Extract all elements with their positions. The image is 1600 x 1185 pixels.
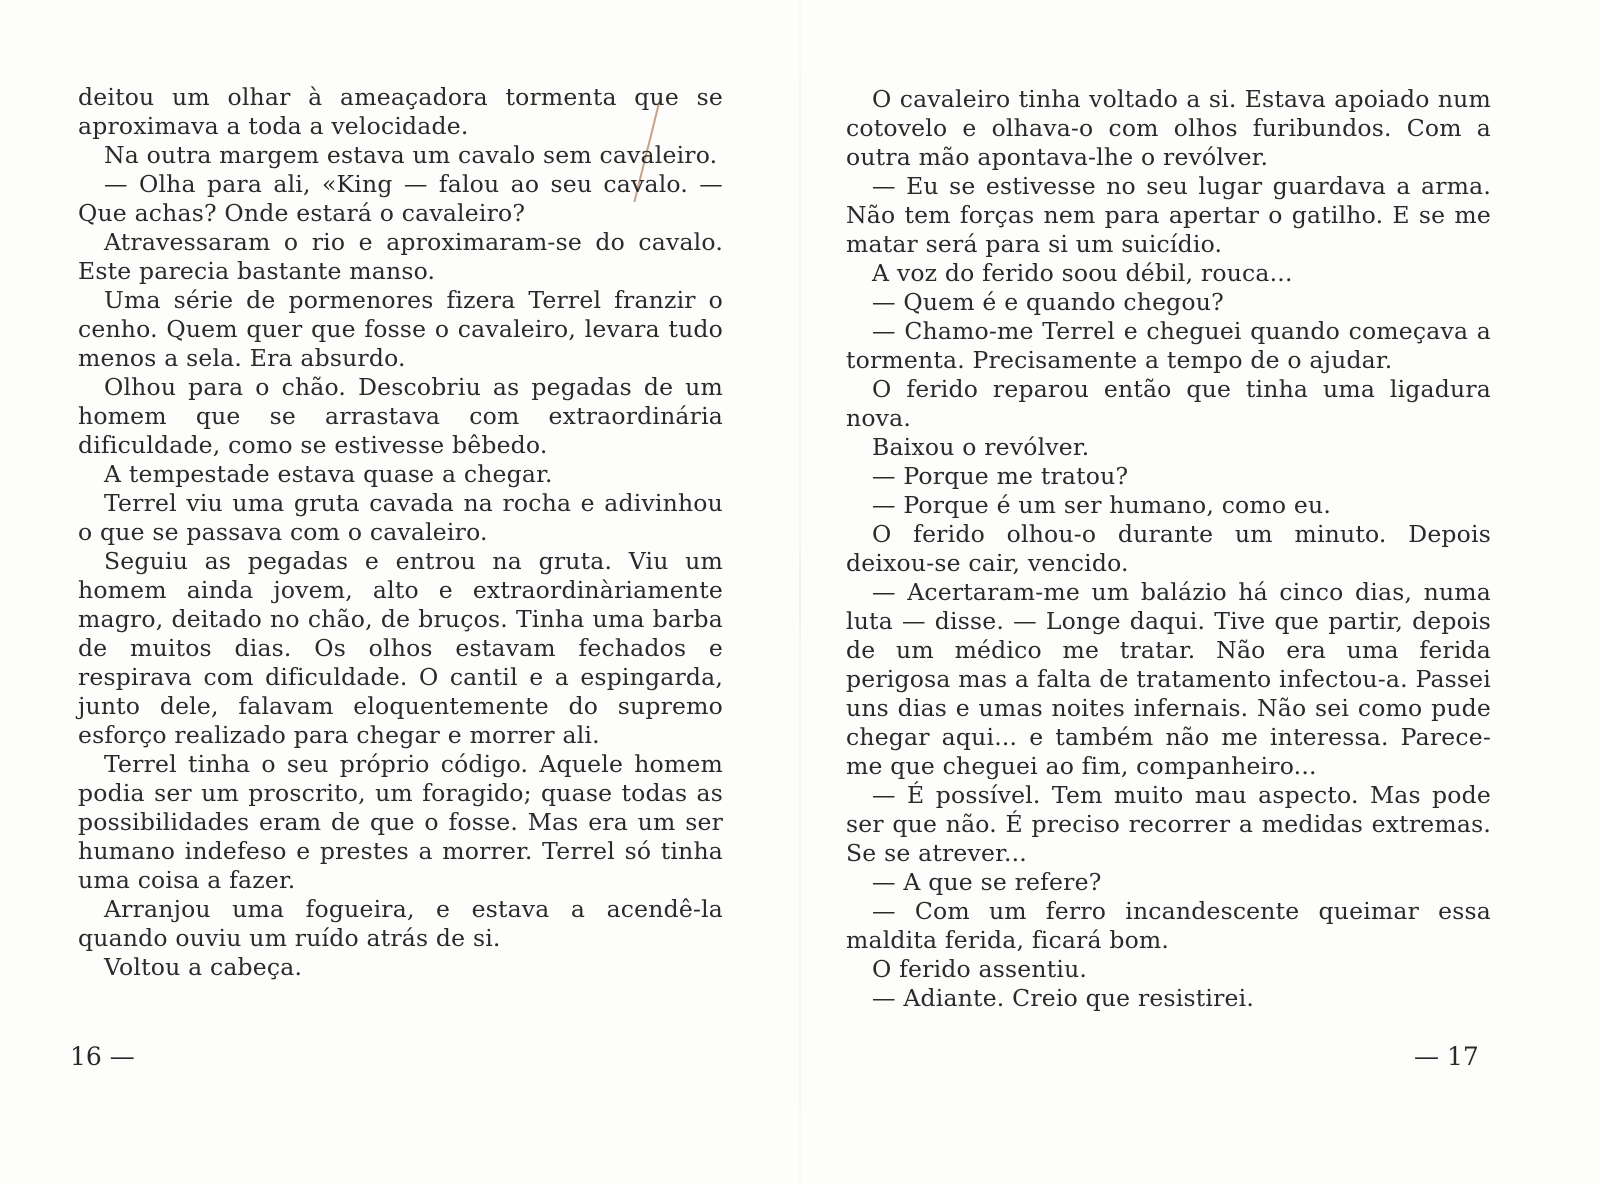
paragraph: Arranjou uma fogueira, e estava a acendê-la quando ouviu um ruído atrás de si.	[78, 895, 723, 952]
paragraph: Voltou a cabeça.	[104, 953, 303, 981]
paragraph: O cavaleiro tinha voltado a si. Estava apoiado num cotovelo e olhava-o com olhos furibundos. Com a outra mão apontava-lhe o revólver.	[846, 85, 1491, 171]
paragraph: Seguiu as pegadas e entrou na gruta. Viu um homem ainda jovem, alto e extraordinàriamente magro, deitado no chão, de bruços. Tinha uma barba de muitos dias. Os olhos estavam fechados e respirava com dificuldade. O cantil e a espingarda, junto dele, falavam eloquentemente do supremo esforço realizado para chegar e morrer ali.	[78, 547, 723, 749]
paragraph: — Porque me tratou?	[872, 462, 1129, 490]
paragraph: Baixou o revólver.	[872, 433, 1090, 461]
paragraph: O ferido olhou-o durante um minuto. Depois deixou-se cair, vencido.	[846, 520, 1491, 577]
paragraph: — Chamo-me Terrel e cheguei quando começava a tormenta. Precisamente a tempo de o ajudar.	[846, 317, 1491, 374]
page-number: 16 —	[70, 1042, 135, 1071]
paragraph: O ferido reparou então que tinha uma ligadura nova.	[846, 375, 1491, 432]
paragraph: A tempestade estava quase a chegar.	[104, 460, 553, 488]
paragraph: deitou um olhar à ameaçadora tormenta que se aproximava a toda a velocidade.	[78, 83, 723, 140]
paragraph: O ferido assentiu.	[872, 955, 1088, 983]
right-page-text	[846, 85, 1491, 1013]
paragraph: Na outra margem estava um cavalo sem cavaleiro.	[104, 141, 718, 169]
paragraph: Terrel tinha o seu próprio código. Aquele homem podia ser um proscrito, um foragido; quase todas as possibilidades eram de que o fosse. Mas era um ser humano indefeso e prestes a morrer. Terrel só tinha uma coisa a fazer.	[78, 750, 723, 894]
paragraph: — Adiante. Creio que resistirei.	[872, 984, 1255, 1012]
paragraph: — Com um ferro incandescente queimar essa maldita ferida, ficará bom.	[846, 897, 1491, 954]
paragraph: — É possível. Tem muito mau aspecto. Mas pode ser que não. É preciso recorrer a medidas extremas. Se se atrever...	[846, 781, 1491, 867]
paragraph: Olhou para o chão. Descobriu as pegadas de um homem que se arrastava com extraordinária dificuldade, como se estivesse bêbedo.	[78, 373, 723, 459]
paragraph: — Acertaram-me um balázio há cinco dias, numa luta — disse. — Longe daqui. Tive que partir, depois de um médico me tratar. Não era uma ferida perigosa mas a falta de tratamento infectou-a. Passei uns dias e umas noites infernais. Não sei como pude chegar aqui... e também não me interessa. Parece-me que cheguei ao fim, companheiro...	[846, 578, 1491, 780]
right-page	[800, 0, 1600, 1185]
paragraph: — Olha para ali, «King — falou ao seu cavalo. — Que achas? Onde estará o cavaleiro?	[78, 170, 723, 227]
page-number: — 17	[1414, 1042, 1479, 1071]
paragraph: Uma série de pormenores fizera Terrel franzir o cenho. Quem quer que fosse o cavaleiro, levara tudo menos a sela. Era absurdo.	[78, 286, 723, 372]
paragraph: — A que se refere?	[872, 868, 1102, 896]
left-page-text	[78, 83, 723, 982]
paragraph: — Porque é um ser humano, como eu.	[872, 491, 1332, 519]
paragraph: — Eu se estivesse no seu lugar guardava a arma. Não tem forças nem para apertar o gatilho. E se me matar será para si um suicídio.	[846, 172, 1491, 258]
paragraph: — Quem é e quando chegou?	[872, 288, 1224, 316]
paragraph: Terrel viu uma gruta cavada na rocha e adivinhou o que se passava com o cavaleiro.	[78, 489, 723, 546]
paragraph: Atravessaram o rio e aproximaram-se do cavalo. Este parecia bastante manso.	[78, 228, 723, 285]
paragraph: A voz do ferido soou débil, rouca...	[872, 259, 1293, 287]
